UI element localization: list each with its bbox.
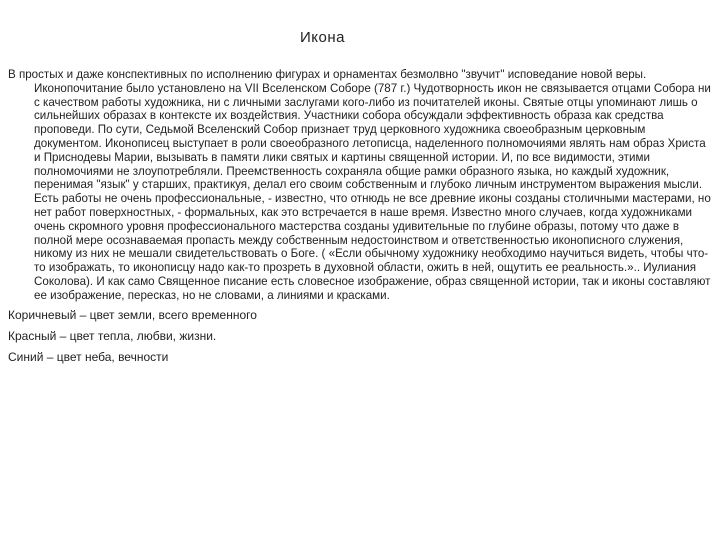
slide-title: Икона <box>300 29 345 46</box>
color-red-line: Красный – цвет тепла, любви, жизни. <box>8 328 217 343</box>
color-brown-line: Коричневый – цвет земли, всего временного <box>8 307 257 322</box>
main-paragraph: В простых и даже конспективных по исполнению фигурах и орнаментах безмолвно "звучит" исповедание новой веры. Иконопочитание было установлено на VII Вселенском Соборе (787 г.) Чудотворность икон не связывается отцами Собора ни с качеством работы художника, ни с личными заслугами кого-либо из почитателей иконы. Святые отцы упоминают лишь о сильнейших образах в контексте их воздействия. Участники собора обсуждали эффективность образа как средства проповеди. По сути, Седьмой Вселенский Собор признает труд церковного художника своеобразным церковным документом. Иконописец выступает в роли своеобразного летописца, наделенного полномочиями являть нам образ Христа и Приснодевы Марии, вызывать в памяти лики святых и картины священной истории. И, по все видимости, этими полномочиями не злоупотребляли. Преемственность сохраняла общие рамки образного языка, но каждый художник, перенимая "язык" у старших, практикуя, делал его своим собственным и глубоко личным инструментом выражения мысли. Есть работы не очень профессиональные, - известно, что отнюдь не все древние иконы созданы столичными мастерами, но нет работ поверхностных, - формальных, как это встречается в наше время. Известно много случаев, когда художниками очень скромного уровня профессионального мастерства созданы удивительные по глубине образы, потому что даже в полной мере осознаваемая пропасть между собственным недостоинством и ответственностью иконописного служения, никому из них не мешали свидетельствовать о Боге. ( «Если обычному художнику необходимо научиться видеть, чтобы что-то изображать, то иконописцу надо как-то прозреть в духовной области, ожить в ней, ощутить ее реальность.».. Иулиания Соколова). И как само Священное писание есть словесное изображение, образ священной истории, так и иконы составляют ее изображение, пересказ, но не словами, а линиями и красками. <box>8 68 711 302</box>
color-blue-line: Синий – цвет неба, вечности <box>8 349 169 364</box>
slide-body <box>8 68 712 368</box>
